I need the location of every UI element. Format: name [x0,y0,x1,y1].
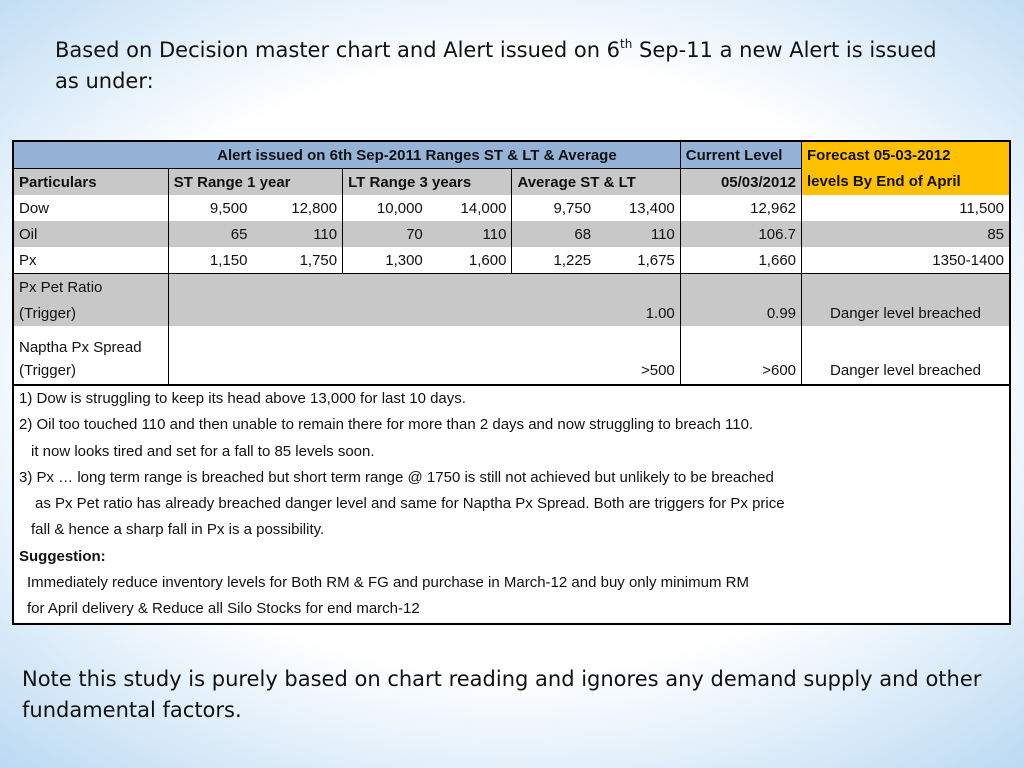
avg-low-value: 9,750 [512,195,596,221]
lt-low-value: 1,300 [343,247,428,274]
st-range-header: ST Range 1 year [168,169,342,196]
alert-title-header: Alert issued on 6th Sep-2011 Ranges ST & LT & Average [13,141,680,169]
note-line-1: 1) Dow is struggling to keep its head above 13,000 for last 10 days. [19,390,466,407]
lt-high-value: 1,600 [468,251,507,269]
alert-table [12,140,1011,625]
lt-low-value: 70 [343,221,428,247]
naptha-current: >600 [680,356,801,385]
slide-heading [55,35,955,97]
forecast-value: 85 [802,221,1010,247]
table-row-pet-ratio-2 [13,300,1010,326]
table-row-dow [13,195,1010,221]
heading-superscript: th [620,37,633,51]
avg-high-value: 1,675 [637,251,675,269]
avg-high-value: 110 [650,225,675,243]
forecast-header: Forecast 05-03-2012 [802,141,1010,169]
lt-low-value: 10,000 [343,195,428,221]
naptha-current-blank [680,326,801,356]
header-row-2 [13,169,1010,196]
pet-ratio-label: Px Pet Ratio [13,274,168,301]
pet-ratio-range-blank [168,274,680,301]
lt-high-value: 14,000 [460,199,507,217]
st-high-value: 1,750 [299,251,338,269]
table-row-px [13,247,1010,274]
row-label: Px [19,251,37,269]
avg-low-value: 68 [512,221,596,247]
st-low-value: 9,500 [168,195,252,221]
note-line-3: it now looks tired and set for a fall to 85 levels soon. [31,442,375,460]
naptha-value: >500 [168,356,680,385]
suggestion-line-1: Immediately reduce inventory levels for Both RM & FG and purchase in March-12 and buy only minimum RM [27,574,749,592]
avg-low-value: 1,225 [512,247,596,274]
naptha-range-blank [168,326,680,356]
table-row-naptha-2 [13,356,1010,385]
note-line-6: fall & hence a sharp fall in Px is a possibility. [31,521,325,539]
heading-text-part2: Sep-11 a new Alert is issued as under: [55,38,937,93]
header-row-1 [13,141,1010,169]
current-date-header: 05/03/2012 [680,169,801,196]
current-value: 106.7 [680,221,801,247]
notes-cell [13,385,1010,624]
pet-ratio-forecast: Danger level breached [802,300,1010,326]
naptha-forecast-blank [802,326,1010,356]
lt-range-header: LT Range 3 years [343,169,512,196]
forecast-value: 1350-1400 [802,247,1010,274]
avg-high-value: 13,400 [628,199,675,217]
current-level-header: Current Level [680,141,801,169]
pet-ratio-trigger-label: (Trigger) [19,304,76,322]
naptha-forecast: Danger level breached [802,356,1010,385]
table-row-notes [13,385,1010,624]
row-label: Dow [19,199,50,217]
footnote-text: Note this study is purely based on chart reading and ignores any demand supply and other fundamental factors. [22,667,982,722]
note-line-2: 2) Oil too touched 110 and then unable to remain there for more than 2 days and now struggling to breach 110. [19,416,754,434]
current-value: 12,962 [680,195,801,221]
lt-high-value: 110 [482,225,507,243]
suggestion-title: Suggestion: [19,547,106,565]
st-low-value: 1,150 [168,247,252,274]
forecast-value: 11,500 [802,195,1010,221]
note-line-4: 3) Px … long term range is breached but short term range @ 1750 is still not achieved but unlikely to be breached [19,468,774,486]
pet-ratio-forecast-blank [802,274,1010,301]
current-value: 1,660 [680,247,801,274]
note-line-5: as Px Pet ratio has already breached danger level and same for Naptha Px Spread. Both are triggers for Px price [35,495,785,513]
average-header: Average ST & LT [512,169,680,196]
naptha-trigger-label: (Trigger) [19,361,76,379]
st-high-value: 110 [313,225,338,243]
pet-ratio-value: 1.00 [168,300,680,326]
forecast-subheader: levels By End of April [802,169,1010,196]
table-row-naptha-1 [13,326,1010,356]
row-label: Oil [19,225,38,243]
particulars-header: Particulars [19,173,97,191]
heading-text-part1: Based on Decision master chart and Alert issued on 6 [55,38,621,62]
table-row-oil [13,221,1010,247]
pet-ratio-current-blank [680,274,801,301]
pet-ratio-current: 0.99 [680,300,801,326]
table-row-pet-ratio-1 [13,274,1010,301]
st-high-value: 12,800 [291,199,338,217]
st-low-value: 65 [168,221,252,247]
naptha-label: Naptha Px Spread [19,339,142,356]
suggestion-line-2: for April delivery & Reduce all Silo Stocks for end march-12 [27,600,420,618]
